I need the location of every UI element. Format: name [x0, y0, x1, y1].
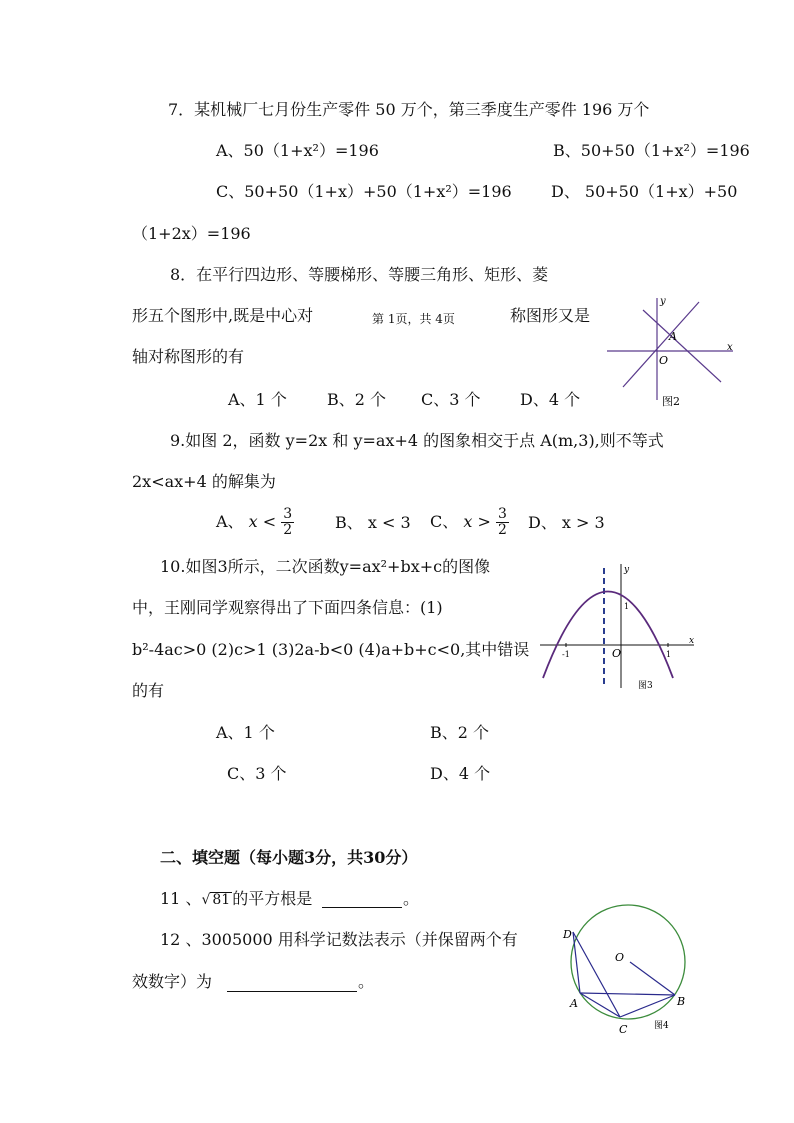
q8-option-d: D、4 个 — [520, 390, 581, 409]
section-2-heading: 二、填空题（每小题3分，共30分） — [160, 848, 418, 867]
q12-line1: 12 、3005000 用科学记数法表示（并保留两个有 — [160, 930, 518, 949]
q10-option-d: D、4 个 — [430, 764, 491, 783]
fig4-chord-ab — [580, 993, 675, 995]
q10-line2: 中，王刚同学观察得出了下面四条信息：(1) — [132, 598, 443, 617]
figure-3 — [538, 560, 698, 692]
q8-option-a: A、1 个 — [228, 390, 287, 409]
q7-option-c: C、50+50（1+x）+50（1+x²）=196 — [216, 182, 512, 201]
q11-answer-blank[interactable] — [322, 906, 402, 908]
q10-option-c: C、3 个 — [227, 764, 287, 783]
figure-2 — [605, 290, 740, 410]
q9-option-a-label: A、 — [216, 512, 244, 531]
fig4-label-d: D — [563, 928, 572, 941]
q9-line1: 9.如图 2，函数 y=2x 和 y=ax+4 的图象相交于点 A(m,3),则不等式 — [170, 431, 664, 450]
q7-option-a: A、50（1+x²）=196 — [216, 141, 379, 160]
fig2-label-a: A — [669, 330, 677, 343]
q10-option-a: A、1 个 — [216, 723, 275, 742]
q11-radicand: 81 — [212, 892, 231, 908]
q9-option-a — [216, 505, 294, 539]
q7-stem: 7．某机械厂七月份生产零件 50 万个，第三季度生产零件 196 万个 — [168, 100, 650, 119]
fig4-caption: 图4 — [654, 1021, 669, 1031]
q9-option-c-fraction: $\frac{3}{2}$ — [497, 506, 507, 538]
q7-option-b: B、50+50（1+x²）=196 — [553, 141, 750, 160]
q10-line4: 的有 — [132, 681, 165, 700]
fig4-segment-da — [573, 932, 580, 993]
figure-4 — [560, 900, 695, 1040]
q9-option-a-lhs: x < — [248, 512, 277, 531]
q11-end: 。 — [403, 889, 420, 908]
q11-suffix: 的平方根是 — [232, 889, 313, 908]
q10-line3: b²-4ac>0 (2)c>1 (3)2a-b<0 (4)a+b+c<0,其中错误 — [132, 640, 530, 659]
q12-answer-blank[interactable] — [227, 990, 357, 992]
fig4-label-c: C — [619, 1023, 628, 1036]
q8-option-b: B、2 个 — [327, 390, 387, 409]
fig3-label-1: 1 — [666, 650, 672, 659]
q11: 11 、√ 81 的平方根是 — [160, 889, 313, 908]
q9-option-c-lhs: x > — [463, 512, 491, 531]
q12-line2: 效数字）为 — [132, 972, 213, 991]
fig3-caption: 图3 — [638, 681, 653, 691]
q9-option-a-fraction: $\frac{3}{2}$ — [283, 506, 293, 538]
fig2-label-x: x — [727, 342, 733, 353]
q8-line3: 轴对称图形的有 — [132, 347, 245, 366]
q9-option-b: B、 x < 3 — [335, 513, 411, 532]
fig2-caption: 图2 — [662, 395, 680, 408]
fig4-segment-ob — [630, 962, 675, 995]
fig3-label-y: y — [624, 565, 630, 575]
fig3-label-ytick: 1 — [624, 602, 630, 611]
q10-option-b: B、2 个 — [430, 723, 490, 742]
q7-option-d: D、 50+50（1+x）+50 — [551, 182, 738, 201]
q12-end: 。 — [358, 972, 375, 991]
fig3-label-o: O — [612, 647, 622, 660]
q11-prefix: 11 、 — [160, 889, 202, 908]
q10-line1: 10.如图3所示，二次函数y=ax²+bx+c的图像 — [160, 557, 491, 576]
fig3-parabola — [543, 592, 673, 679]
fig3-label-x: x — [689, 636, 695, 646]
q8-line1: 8．在平行四边形、等腰梯形、等腰三角形、矩形、菱 — [170, 265, 549, 284]
fig2-label-o: O — [659, 354, 669, 367]
fig4-segment-dc — [573, 932, 620, 1017]
q7-option-d-continued: （1+2x）=196 — [132, 224, 251, 243]
q9-line2: 2x<ax+4 的解集为 — [132, 472, 276, 491]
page-footer: 第 1页，共 4页 — [372, 312, 455, 326]
q9-option-d: D、 x > 3 — [528, 513, 605, 532]
q9-option-c — [430, 505, 509, 539]
fig4-label-b: B — [677, 995, 686, 1008]
q9-option-c-label: C、 — [430, 512, 459, 531]
fig4-circle — [571, 905, 685, 1019]
q8-line2a: 形五个图形中,既是中心对 — [132, 306, 314, 325]
fig4-label-a: A — [570, 997, 578, 1010]
fig3-label-neg1: -1 — [562, 650, 570, 659]
fig2-line-y-2x — [623, 302, 699, 387]
fig4-label-o: O — [615, 951, 625, 964]
fig2-label-y: y — [660, 296, 666, 307]
q8-line2b: 称图形又是 — [510, 306, 591, 325]
q8-option-c: C、3 个 — [421, 390, 481, 409]
fig4-segment-cb — [620, 995, 675, 1017]
